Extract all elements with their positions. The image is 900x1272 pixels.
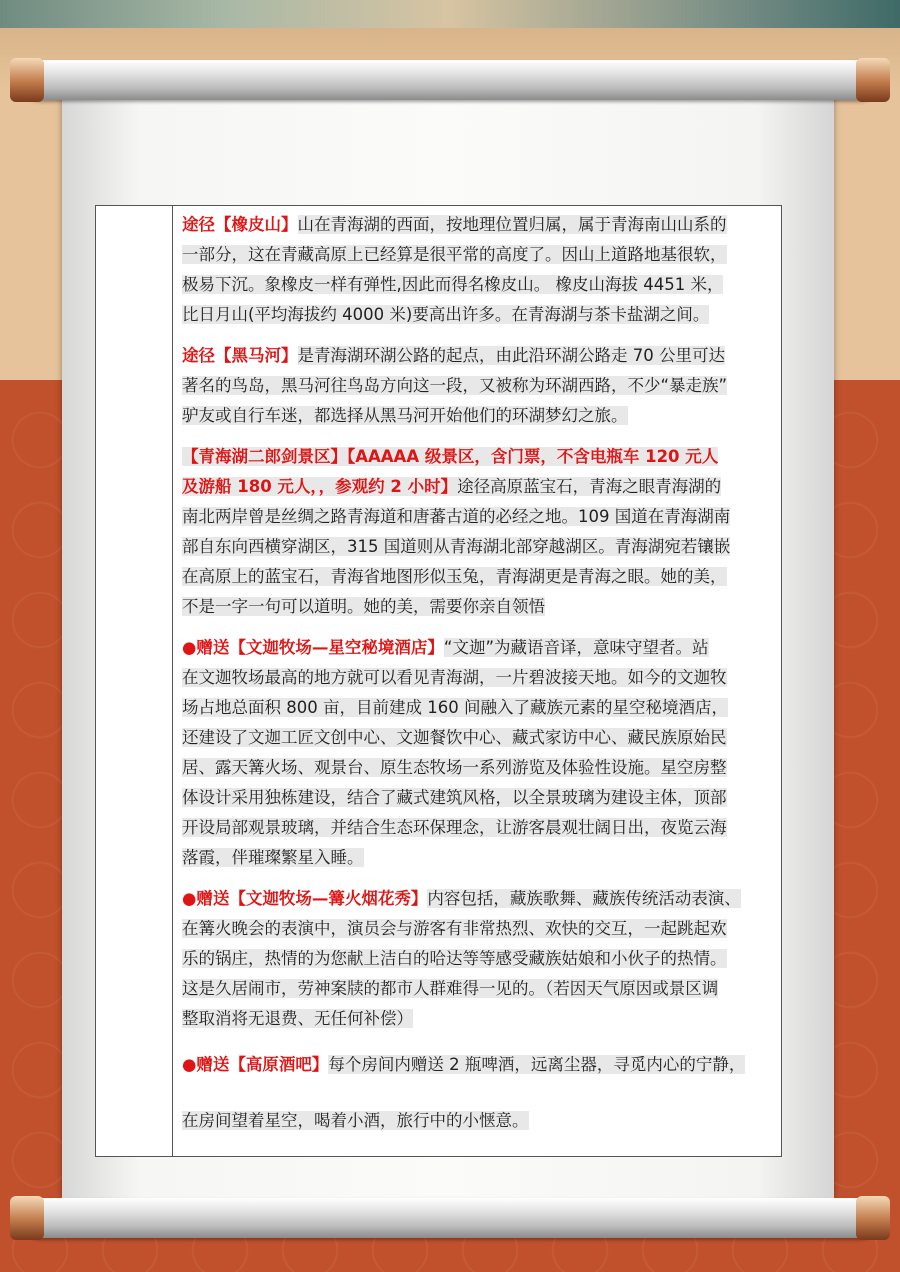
- text-line: 途径高原蓝宝石，青海之眼青海湖的: [457, 477, 722, 496]
- text-line: 著名的鸟岛，黑马河往鸟岛方向这一段，又被称为环湖西路，不少“暴走族”: [182, 376, 728, 395]
- paragraph-heimahe: [182, 341, 778, 431]
- text-line: 一部分，这在青藏高原上已经算是很平常的高度了。因山上道路地基很软，: [182, 245, 727, 264]
- text-line: 在高原上的蓝宝石，青海省地图形似玉兔，青海湖更是青海之眼。她的美，: [182, 567, 727, 586]
- paragraph-xiangpishan: [182, 210, 778, 330]
- text-line: 开设局部观景玻璃，并结合生态环保理念，让游客晨观壮阔日出，夜览云海: [182, 818, 727, 837]
- text-line: 落霞，伴璀璨繁星入睡。: [182, 848, 364, 867]
- paragraph-jiuba: [182, 1050, 778, 1136]
- itinerary-table: [95, 205, 782, 1157]
- section-title: ●赠送【高原酒吧】: [182, 1055, 329, 1074]
- scroll-rod-top: [20, 60, 880, 100]
- text-line: 内容包括，藏族歌舞、藏族传统活动表演、: [427, 889, 741, 908]
- paragraph-erlangjian: [182, 442, 778, 622]
- text-line: 极易下沉。象橡皮一样有弹性,因此而得名橡皮山。 橡皮山海拔 4451 米，: [182, 275, 724, 294]
- rod-knob-left: [10, 58, 44, 102]
- text-line: 居、露天篝火场、观景台、原生态牧场一系列游览及体验性设施。星空房整: [182, 758, 727, 777]
- section-title: 及游船 180 元人，，参观约 2 小时】: [182, 477, 458, 496]
- text-line: 比日月山(平均海拔约 4000 米)要高出许多。在青海湖与茶卡盐湖之间。: [182, 305, 710, 324]
- table-left-column: [96, 206, 173, 1156]
- section-title: 【青海湖二郎剑景区】【AAAAA 级景区，含门票，不含电瓶车 120 元人: [182, 447, 719, 466]
- text-line: 驴友或自行车迷，都选择从黑马河开始他们的环湖梦幻之旅。: [182, 406, 628, 425]
- section-title: 途径【橡皮山】: [182, 215, 298, 234]
- rod-knob-left: [10, 1196, 44, 1240]
- text-line: 在房间望着星空，喝着小酒，旅行中的小惬意。: [182, 1111, 529, 1130]
- rod-knob-right: [856, 58, 890, 102]
- text-line: 南北两岸曾是丝绸之路青海道和唐蕃古道的必经之地。109 国道在青海湖南: [182, 507, 731, 526]
- text-line: “文迦”为藏语音译，意味守望者。站: [443, 638, 709, 657]
- text-line: 山在青海湖的西面，按地理位置归属，属于青海南山山系的: [297, 215, 727, 234]
- text-line: 场占地总面积 800 亩，目前建成 160 间融入了藏族元素的星空秘境酒店，: [182, 698, 728, 717]
- rod-knob-right: [856, 1196, 890, 1240]
- text-line: 是青海湖环湖公路的起点，由此沿环湖公路走 70 公里可达: [297, 346, 725, 365]
- text-line: 在文迦牧场最高的地方就可以看见青海湖，一片碧波接天地。如今的文迦牧: [182, 668, 727, 687]
- section-title: ●赠送【文迦牧场—星空秘境酒店】: [182, 638, 444, 657]
- line-gap: [182, 1080, 778, 1106]
- text-line: 乐的锅庄，热情的为您献上洁白的哈达等等感受藏族姑娘和小伙子的热情。: [182, 949, 727, 968]
- scroll-rod-bottom: [20, 1198, 880, 1238]
- paragraph-gouhuo: [182, 884, 778, 1034]
- section-title: 途径【黑马河】: [182, 346, 298, 365]
- paragraph-xingkong: [182, 633, 778, 873]
- text-line: 每个房间内赠送 2 瓶啤酒，远离尘器，寻觅内心的宁静，: [328, 1055, 746, 1074]
- table-content: [182, 210, 778, 1147]
- text-line: 部自东向西横穿湖区，315 国道则从青海湖北部穿越湖区。青海湖宛若镶嵌: [182, 537, 731, 556]
- text-line: 这是久居闹市，劳神案牍的都市人群难得一见的。（若因天气原因或景区调: [182, 979, 719, 998]
- text-line: 在篝火晚会的表演中，演员会与游客有非常热烈、欢快的交互，一起跳起欢: [182, 919, 727, 938]
- section-title: ●赠送【文迦牧场—篝火烟花秀】: [182, 889, 428, 908]
- text-line: 不是一字一句可以道明。她的美，需要你亲自领悟: [182, 597, 545, 616]
- text-line: 还建设了文迦工匠文创中心、文迦餐饮中心、藏式家访中心、藏民族原始民: [182, 728, 727, 747]
- text-line: 整取消将无退费、无任何补偿）: [182, 1009, 413, 1028]
- text-line: 体设计采用独栋建设，结合了藏式建筑风格，以全景玻璃为建设主体，顶部: [182, 788, 727, 807]
